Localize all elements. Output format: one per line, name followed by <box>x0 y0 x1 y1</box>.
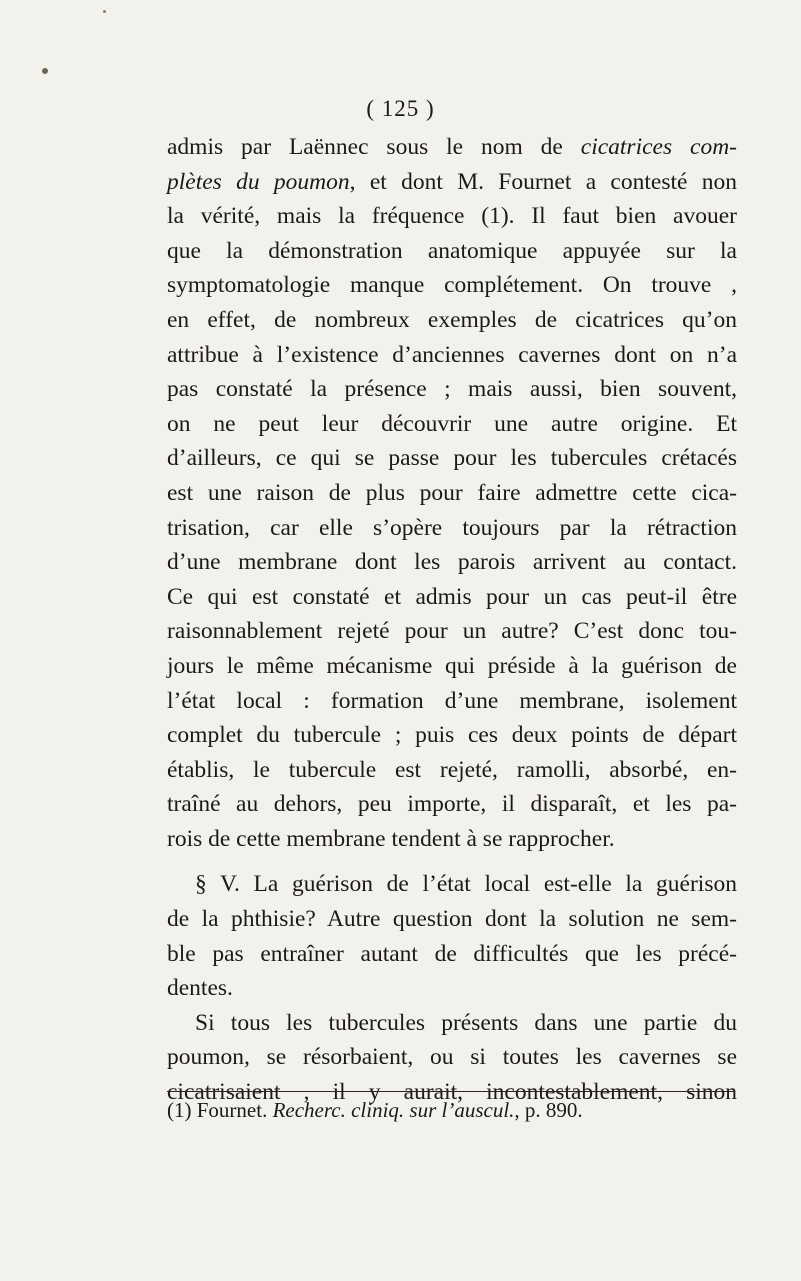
text-line: de la phthisie? Autre question dont la solution ne sem- <box>167 906 737 933</box>
text-line: cicatrisaient , il y aurait, incontestablement, sinon <box>167 1079 737 1106</box>
ink-speck <box>42 68 48 74</box>
body-text <box>167 130 737 1110</box>
footnote-citation: Recherc. cliniq. sur l’auscul. <box>272 1098 515 1122</box>
text-line: que la démonstration anatomique appuyée sur la <box>167 237 737 264</box>
text-line: la vérité, mais la fréquence (1). Il faut bien avouer <box>167 203 737 230</box>
page-number: ( 125 ) <box>366 96 435 121</box>
text-line: est une raison de plus pour faire admettre cette cica- <box>167 479 737 506</box>
text-line: on ne peut leur découvrir une autre origine. Et <box>167 410 737 437</box>
footnote-rule <box>167 1091 735 1092</box>
text-line: en effet, de nombreux exemples de cicatrices qu’on <box>167 306 737 333</box>
text-line: admis par Laënnec sous le nom de cicatrices com- <box>167 134 737 160</box>
text-line: attribue à l’existence d’anciennes cavernes dont on n’a <box>167 341 737 368</box>
text-line: trisation, car elle s’opère toujours par la rétraction <box>167 514 737 541</box>
text-line: jours le même mécanisme qui préside à la guérison de <box>167 652 737 679</box>
ink-speck <box>103 10 106 13</box>
text-line: dentes. <box>167 975 233 1002</box>
text-line: complet du tubercule ; puis ces deux points de départ <box>167 722 737 749</box>
text-line: plètes du poumon, et dont M. Fournet a contesté non <box>167 168 737 195</box>
text-line: pas constaté la présence ; mais aussi, bien souvent, <box>167 376 737 403</box>
text-line: établis, le tubercule est rejeté, ramolli, absorbé, en- <box>167 756 737 783</box>
text-line: l’état local : formation d’une membrane, isolement <box>167 687 737 714</box>
text-line: d’une membrane dont les parois arrivent au contact. <box>167 549 737 576</box>
text-line: symptomatologie manque complétement. On trouve , <box>167 272 737 299</box>
text-line: poumon, se résorbaient, ou si toutes les cavernes se <box>167 1044 737 1071</box>
text-line: Ce qui est constaté et admis pour un cas peut-il être <box>167 583 737 610</box>
text-line: d’ailleurs, ce qui se passe pour les tubercules crétacés <box>167 445 737 472</box>
text-line: traîné au dehors, peu importe, il disparaît, et les pa- <box>167 791 737 818</box>
emphasis: plètes du poumon <box>167 168 350 195</box>
paragraph-gap <box>167 856 737 867</box>
emphasis: cicatrices com- <box>580 134 737 160</box>
text-line: Si tous les tubercules présents dans une partie du <box>195 1009 737 1036</box>
text-line: ble pas entraîner autant de difficultés que les précé- <box>167 940 737 967</box>
footnote-marker: (1) Fournet. <box>167 1098 268 1122</box>
text-line: rois de cette membrane tendent à se rapprocher. <box>167 825 615 852</box>
section-heading-line: § V. La guérison de l’état local est-elle la guérison <box>195 871 737 898</box>
footnote-page-ref: , p. 890. <box>514 1098 583 1122</box>
footnote <box>167 1098 583 1123</box>
text-line: raisonnablement rejeté pour un autre? C’est donc tou- <box>167 618 737 645</box>
